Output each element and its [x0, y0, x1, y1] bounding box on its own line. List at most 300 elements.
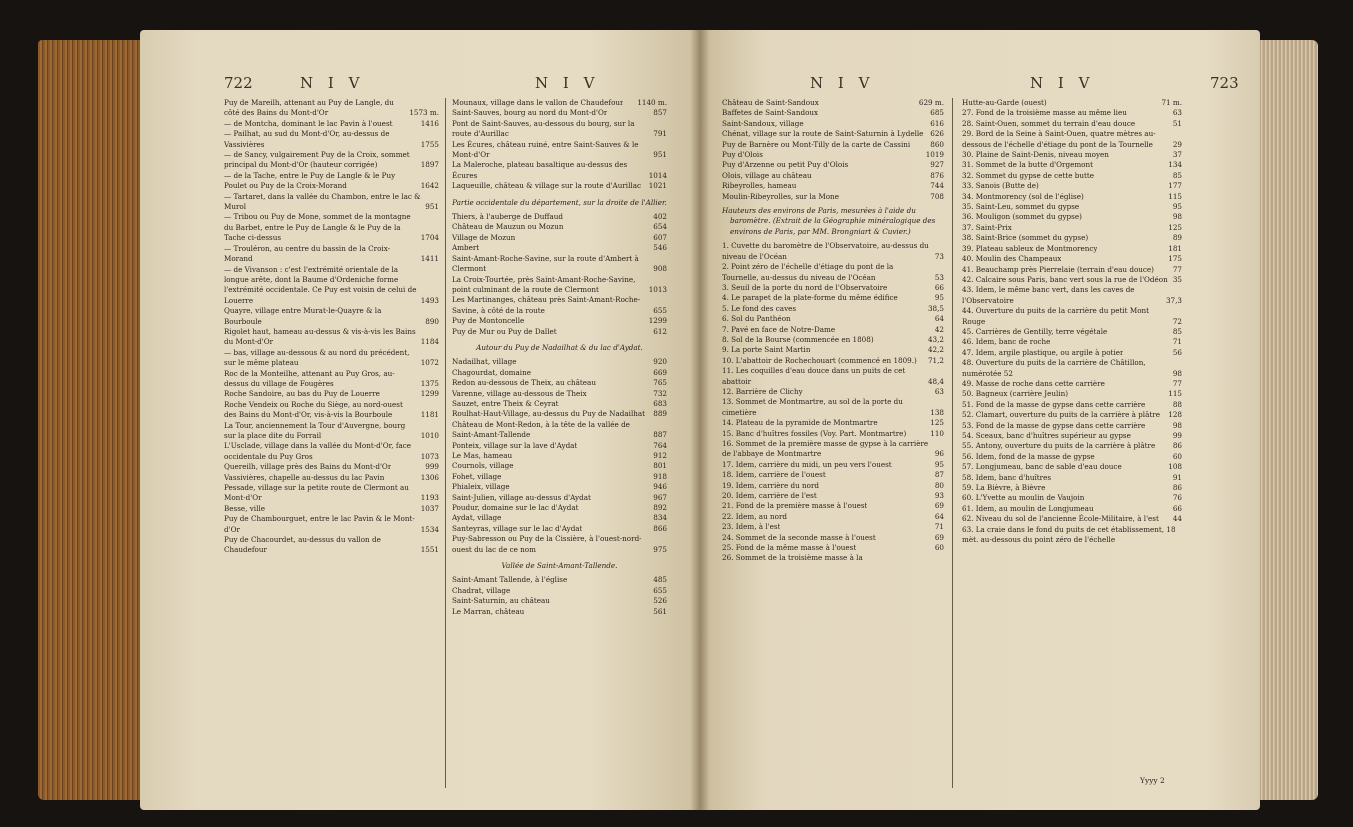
entry-value: 125	[930, 418, 944, 428]
entry-row	[452, 482, 667, 492]
entry-row	[722, 460, 944, 470]
entry-row	[722, 181, 944, 191]
entry-value: 967	[653, 492, 667, 502]
entry-label: Mounaux, village dans le vallon de Chaudefour	[452, 98, 624, 107]
entry-value: 95	[934, 459, 944, 469]
entry-label: Laqueuille, château & village sur la route d'Aurillac	[452, 181, 641, 191]
entry-row	[224, 212, 439, 243]
entry-label: Puy de Barnère ou Mont-Tilly de la carte de Cassini	[722, 139, 911, 149]
entry-label: 42. Calcaire sous Paris, banc vert sous la rue de l'Odéon	[962, 274, 1168, 284]
entry-value: 76	[1172, 493, 1182, 503]
entry-label: 12. Barrière de Clichy	[722, 386, 803, 396]
entry-row	[962, 254, 1182, 264]
entry-value: 876	[930, 170, 944, 180]
entry-row	[722, 192, 944, 202]
entry-label: 31. Sommet de la butte d'Orgemont	[962, 160, 1093, 170]
entry-row	[962, 275, 1182, 285]
entry-value: 951	[653, 150, 667, 160]
entry-row	[722, 283, 944, 293]
entry-row	[722, 491, 944, 501]
entry-value: 1411	[420, 254, 439, 264]
entry-value: 708	[930, 191, 944, 201]
entry-row	[452, 98, 667, 108]
entry-label: 4. Le parapet de la plate-forme du même édifice	[722, 293, 898, 303]
right-running-head-1: N I V	[810, 74, 875, 92]
entry-row	[722, 171, 944, 181]
entry-label: 62. Niveau du sol de l'ancienne École-Militaire, à l'est	[962, 514, 1159, 524]
entry-label: 21. Fond de la première masse à l'ouest	[722, 501, 868, 511]
entry-row	[452, 316, 667, 326]
entry-row	[722, 335, 944, 345]
entry-row	[722, 553, 944, 563]
entry-value: 1073	[420, 451, 439, 461]
entry-value: 95	[934, 293, 944, 303]
entry-label: Cournols, village	[452, 461, 514, 471]
entry-row	[722, 241, 944, 262]
entry-label: 54. Sceaux, banc d'huîtres supérieur au gypse	[962, 431, 1131, 440]
entry-label: Roulhat-Haut-Village, au-dessus du Puy de Nadailhat	[452, 409, 646, 419]
entry-row	[962, 431, 1182, 441]
entry-value: 56	[1172, 347, 1182, 357]
entry-value: 1897	[420, 160, 439, 170]
entry-row	[962, 337, 1182, 347]
entry-label: Château de Mauzun ou Mozun	[452, 222, 564, 232]
entry-label: 1. Cuvette du baromètre de l'Observatoire, au-dessus du niveau de l'Océan	[722, 241, 929, 261]
entry-row	[962, 421, 1182, 431]
entry-row	[224, 389, 439, 399]
entry-row	[224, 265, 439, 307]
entry-value: 53	[934, 272, 944, 282]
entry-value: 1072	[420, 358, 439, 368]
entry-row	[722, 522, 944, 532]
entry-value: 72	[1172, 316, 1182, 326]
entry-value: 791	[653, 129, 667, 139]
entry-label: Hutte-au-Garde (ouest)	[962, 98, 1047, 107]
entry-value: 96	[934, 449, 944, 459]
entry-row	[452, 575, 667, 585]
entry-value: 744	[930, 181, 944, 191]
entry-row	[962, 192, 1182, 202]
entry-value: 85	[1172, 170, 1182, 180]
entry-label: 33. Sanois (Butte de)	[962, 181, 1039, 191]
entry-row	[452, 368, 667, 378]
entry-value: 732	[653, 388, 667, 398]
entry-row	[452, 181, 667, 191]
entry-label: 17. Idem, carrière du midi, un peu vers l'ouest	[722, 459, 892, 469]
entry-row	[452, 534, 667, 555]
entry-row	[962, 441, 1182, 451]
entry-label: 37. Saint-Prix	[962, 222, 1012, 232]
entry-value: 86	[1172, 441, 1182, 451]
entry-value: 860	[930, 139, 944, 149]
section-heading: Vallée de Saint-Amant-Tallende.	[501, 561, 618, 571]
entry-label: Les Écures, château ruiné, entre Saint-Sauves & le Mont-d'Or	[452, 139, 639, 160]
entry-value: 138	[930, 407, 944, 417]
entry-label: 20. Idem, carrière de l'est	[722, 491, 817, 501]
left-column-2	[452, 98, 667, 617]
entry-label: 27. Fond de la troisième masse au même lieu	[962, 108, 1127, 118]
entry-label: 39. Plateau sableux de Montmorency	[962, 243, 1098, 253]
book-gutter	[690, 30, 710, 810]
entry-value: 71,2	[927, 355, 944, 365]
entry-value: 125	[1168, 222, 1182, 232]
entry-label: 61. Idem, au moulin de Longjumeau	[962, 503, 1094, 513]
entry-value: 927	[930, 160, 944, 170]
entry-value: 86	[1172, 483, 1182, 493]
entry-label: Puy de Mareilh, attenant au Puy de Langle, du côté des Bains du Mont-d'Or	[224, 98, 394, 118]
entry-value: 69	[934, 532, 944, 542]
entry-row	[962, 483, 1182, 493]
entry-row	[962, 129, 1182, 150]
entry-row	[722, 304, 944, 314]
entry-value: 1021	[648, 181, 667, 191]
entry-row	[224, 327, 439, 348]
entry-row	[962, 348, 1182, 358]
entry-value: 975	[653, 544, 667, 554]
entry-label: 41. Beauchamp près Pierrelaie (terrain d'eau douce)	[962, 264, 1154, 274]
entry-label: Chadrat, village	[452, 585, 511, 595]
entry-row	[962, 233, 1182, 243]
entry-label: Puy de Chambourguet, entre le lac Pavin & le Mont-d'Or	[224, 514, 415, 534]
entry-label: Olois, village au château	[722, 170, 812, 180]
entry-label: 32. Sommet du gypse de cette butte	[962, 170, 1095, 180]
entry-value: 35	[1172, 274, 1182, 284]
entry-label: Saint-Sandoux, village	[722, 118, 804, 128]
entry-label: 10. L'abattoir de Rochechouart (commencé en 1809.)	[722, 355, 917, 365]
entry-row	[962, 504, 1182, 514]
entry-label: 35. Saint-Leu, sommet du gypse	[962, 202, 1080, 212]
entry-value: 1010	[420, 431, 439, 440]
right-column-1	[722, 98, 944, 564]
entry-value: 890	[425, 316, 439, 326]
entry-row	[722, 429, 944, 439]
entry-value: 834	[653, 513, 667, 523]
entry-value: 669	[653, 367, 667, 377]
entry-value: 629 m.	[918, 98, 944, 107]
left-column-1	[224, 98, 439, 556]
entry-value: 801	[653, 461, 667, 471]
entry-row	[962, 410, 1182, 420]
entry-label: Puy d'Olois	[722, 150, 763, 160]
entry-label: Chénat, village sur la route de Saint-Saturnin à Lydelle	[722, 129, 924, 139]
entry-value: 95	[1172, 202, 1182, 212]
entry-row	[452, 119, 667, 140]
page-edges-left	[38, 40, 142, 800]
entry-value: 912	[653, 451, 667, 460]
entry-label: — de Vivanson : c'est l'extrémité orientale de la longue arête, dont la Baume d'Ordeniche forme l'extrémité occidentale. Ce Puy est voisin de celui de Louerre	[224, 264, 417, 305]
entry-value: 1704	[420, 233, 439, 243]
entry-row	[452, 212, 667, 222]
entry-value: 1573 m.	[409, 108, 439, 118]
entry-label: Nadailhat, village	[452, 357, 517, 367]
entry-value: 485	[653, 575, 667, 585]
entry-label: 46. Idem, banc de roche	[962, 337, 1051, 347]
entry-value: 29	[1172, 139, 1182, 149]
entry-row	[452, 493, 667, 503]
entry-label: Vassivières, chapelle au-dessus du lac Pavin	[224, 472, 385, 482]
entry-value: 91	[1172, 472, 1182, 482]
entry-value: 99	[1172, 431, 1182, 440]
entry-value: 37,3	[1165, 295, 1182, 305]
entry-label: 63. La craie dans le fond du puits de cet établissement, 18 mèt. au-dessous du point zéro de l'échelle	[962, 524, 1176, 545]
entry-label: 14. Plateau de la pyramide de Montmartre	[722, 418, 878, 428]
entry-label: 5. Le fond des caves	[722, 303, 797, 313]
entry-label: — Trouléron, au centre du bassin de la Croix-Morand	[224, 243, 391, 264]
entry-label: 26. Sommet de la troisième masse à la	[722, 553, 863, 563]
entry-value: 685	[930, 108, 944, 118]
entry-label: — Pailhat, au sud du Mont-d'Or, au-dessus de Vassivières	[224, 129, 390, 149]
entry-label: 59. La Bièvre, à Bièvre	[962, 483, 1046, 493]
entry-row	[962, 150, 1182, 160]
entry-label: 56. Idem, fond de la masse de gypse	[962, 451, 1095, 461]
section-heading: Partie occidentale du département, sur la droite de l'Allier.	[452, 197, 667, 207]
entry-value: 181	[1168, 243, 1182, 253]
entry-row	[962, 119, 1182, 129]
entry-row	[722, 397, 944, 418]
entry-value: 42	[934, 324, 944, 334]
entry-row	[224, 400, 439, 421]
entry-label: Saint-Julien, village au-dessus d'Aydat	[452, 492, 591, 502]
entry-label: 13. Sommet de Montmartre, au sol de la porte du cimetière	[722, 397, 903, 417]
entry-row	[722, 481, 944, 491]
entry-label: 40. Moulin des Champeaux	[962, 254, 1062, 264]
entry-row	[722, 345, 944, 355]
entry-row	[224, 150, 439, 171]
entry-label: Aydat, village	[452, 513, 502, 523]
entry-value: 98	[1172, 368, 1182, 378]
entry-value: 42,2	[927, 345, 944, 355]
entry-label: — Tribou ou Puy de Mone, sommet de la montagne du Barbet, entre le Puy de Langle & le Puy de la Tache ci-dessus	[224, 212, 411, 243]
entry-label: 30. Plaine de Saint-Denis, niveau moyen	[962, 150, 1109, 160]
entry-label: 8. Sol de la Bourse (commencée en 1808)	[722, 334, 874, 344]
entry-value: 88	[1172, 399, 1182, 409]
entry-row	[224, 192, 439, 213]
entry-row	[224, 98, 439, 119]
entry-value: 892	[653, 503, 667, 513]
entry-value: 908	[653, 264, 667, 274]
entry-row	[224, 483, 439, 504]
entry-row	[224, 369, 439, 390]
entry-row	[962, 462, 1182, 472]
entry-label: 36. Mouligon (sommet du gypse)	[962, 212, 1082, 222]
entry-value: 60	[934, 543, 944, 553]
entry-row	[452, 596, 667, 606]
entry-value: 1375	[420, 378, 439, 388]
entry-label: 49. Masse de roche dans cette carrière	[962, 378, 1105, 388]
entry-value: 946	[653, 482, 667, 492]
entry-value: 175	[1168, 254, 1182, 264]
entry-row	[962, 98, 1182, 108]
entry-value: 110	[930, 428, 944, 438]
entry-value: 85	[1172, 326, 1182, 336]
entry-row	[962, 514, 1182, 524]
entry-row	[452, 327, 667, 337]
entry-label: Ribeyrolles, hameau	[722, 181, 797, 191]
entry-row	[224, 129, 439, 150]
entry-row	[224, 421, 439, 442]
entry-row	[452, 295, 667, 316]
entry-row	[722, 501, 944, 511]
entry-label: 19. Idem, carrière du nord	[722, 480, 820, 490]
entry-row	[722, 543, 944, 553]
entry-row	[452, 399, 667, 409]
entry-value: 887	[653, 430, 667, 440]
entry-value: 77	[1172, 264, 1182, 274]
entry-row	[452, 586, 667, 596]
entry-row	[722, 140, 944, 150]
entry-row	[962, 358, 1182, 379]
entry-value: 920	[653, 357, 667, 367]
entry-value: 115	[1168, 389, 1182, 399]
entry-label: Moulin-Ribeyrolles, sur la Mone	[722, 191, 839, 201]
entry-row	[962, 181, 1182, 191]
entry-label: Château de Mont-Redon, à la tête de la vallée de Saint-Amant-Tallende	[452, 419, 630, 440]
page-edges-right	[1258, 40, 1318, 800]
entry-label: Baffetes de Saint-Sandoux	[722, 108, 819, 118]
entry-label: Varenne, village au-dessous de Theix	[452, 388, 587, 398]
entry-label: 52. Clamart, ouverture du puits de la carrière à plâtre	[962, 410, 1160, 420]
entry-label: 16. Sommet de la première masse de gypse à la carrière de l'abbaye de Montmartre	[722, 439, 929, 459]
entry-label: Roc de la Monteilhe, attenant au Puy Gros, au-dessus du village de Fougères	[224, 368, 395, 388]
entry-row	[452, 503, 667, 513]
right-page	[700, 30, 1260, 810]
entry-row	[452, 160, 667, 181]
entry-value: 1037	[420, 503, 439, 513]
entry-row	[962, 285, 1182, 306]
entry-row	[962, 473, 1182, 483]
entry-row	[452, 420, 667, 441]
entry-value: 1299	[420, 389, 439, 399]
left-page	[140, 30, 700, 810]
entry-row	[452, 233, 667, 243]
entry-label: 34. Montmorency (sol de l'église)	[962, 191, 1084, 201]
entry-label: 53. Fond de la masse de gypse dans cette carrière	[962, 420, 1146, 430]
entry-value: 108	[1168, 462, 1182, 472]
entry-value: 1416	[420, 118, 439, 128]
entry-label: 6. Sol du Panthéon	[722, 314, 791, 324]
entry-value: 546	[653, 243, 667, 253]
entry-row	[962, 108, 1182, 118]
entry-value: 64	[934, 511, 944, 521]
entry-row	[962, 212, 1182, 222]
entry-row	[722, 314, 944, 324]
entry-row	[452, 451, 667, 461]
entry-label: — bas, village au-dessous & au nord du précédent, sur le même plateau	[224, 347, 410, 368]
section-heading: Autour du Puy de Nadailhat & du lac d'Aydat.	[476, 342, 643, 352]
entry-label: 43. Idem, le même banc vert, dans les caves de l'Observatoire	[962, 285, 1135, 305]
right-running-head-2: N I V	[1030, 74, 1095, 92]
entry-row	[224, 441, 439, 462]
entry-value: 89	[1172, 233, 1182, 243]
entry-value: 918	[653, 471, 667, 481]
entry-value: 1642	[420, 181, 439, 191]
entry-value: 764	[653, 440, 667, 450]
entry-row	[722, 470, 944, 480]
entry-value: 402	[653, 212, 667, 222]
entry-row	[962, 306, 1182, 327]
entry-value: 63	[1172, 108, 1182, 118]
entry-label: Besse, ville	[224, 503, 265, 513]
entry-label: Puy d'Arzenne ou petit Puy d'Olois	[722, 160, 849, 170]
entry-value: 48,4	[927, 376, 944, 386]
entry-row	[722, 293, 944, 303]
entry-row	[452, 140, 667, 161]
entry-label: Fohet, village	[452, 471, 502, 481]
entry-row	[722, 366, 944, 387]
entry-label: 48. Ouverture du puits de la carrière de Châtillon, numérotée 52	[962, 358, 1146, 378]
entry-label: 60. L'Yvette au moulin de Vaujoin	[962, 493, 1085, 503]
entry-row	[962, 493, 1182, 503]
entry-row	[224, 535, 439, 556]
entry-row	[722, 418, 944, 428]
entry-value: 654	[653, 222, 667, 232]
entry-label: L'Usclade, village dans la vallée du Mont-d'Or, face occidentale du Puy Gros	[224, 441, 412, 461]
entry-row	[452, 441, 667, 451]
entry-label: 24. Sommet de la seconde masse à l'ouest	[722, 532, 876, 542]
entry-value: 98	[1172, 212, 1182, 222]
entry-label: 9. La porte Saint Martin	[722, 345, 811, 355]
entry-label: — de la Tache, entre le Puy de Langle & le Puy Poulet ou Puy de la Croix-Morand	[224, 170, 396, 191]
entry-row	[452, 409, 667, 419]
entry-value: 612	[653, 326, 667, 336]
entry-value: 889	[653, 409, 667, 419]
entry-label: — Tartaret, dans la vallée du Chambon, entre le lac & Murol	[224, 191, 421, 212]
entry-value: 1181	[420, 410, 439, 420]
entry-label: Village de Mozun	[452, 232, 516, 242]
entry-row	[962, 171, 1182, 181]
entry-row	[962, 160, 1182, 170]
entry-value: 66	[934, 282, 944, 292]
entry-label: 23. Idem, à l'est	[722, 522, 781, 532]
entry-row	[452, 275, 667, 296]
entry-label: 18. Idem, carrière de l'ouest	[722, 470, 826, 480]
entry-value: 1184	[420, 337, 439, 347]
entry-label: Saint-Amant Tallende, à l'église	[452, 575, 568, 585]
entry-label: 47. Idem, argile plastique, ou argile à potier	[962, 347, 1124, 357]
entry-row	[452, 513, 667, 523]
entry-value: 128	[1168, 410, 1182, 420]
entry-value: 999	[425, 462, 439, 472]
entry-label: Ambert	[452, 243, 480, 253]
entry-row	[962, 525, 1182, 546]
entry-label: 55. Antony, ouverture du puits de la carrière à plâtre	[962, 441, 1156, 451]
entry-label: 7. Pavé en face de Notre-Dame	[722, 324, 836, 334]
entry-label: 11. Les coquilles d'eau douce dans un puits de cet abattoir	[722, 366, 906, 386]
entry-label: Les Martinanges, château près Saint-Amant-Roche-Savine, à côté de la route	[452, 295, 641, 315]
entry-value: 1551	[420, 545, 439, 555]
entry-value: 1493	[420, 295, 439, 305]
entry-value: 1019	[925, 150, 944, 160]
entry-label: Ponteix, village sur la lave d'Aydat	[452, 440, 578, 450]
entry-label: Quayre, village entre Murat-le-Quayre & la Bourboule	[224, 306, 382, 326]
entry-value: 857	[653, 108, 667, 118]
entry-label: La Croix-Tourtée, près Saint-Amant-Roche-Savine, point culminant de la route de Clermont	[452, 274, 636, 294]
entry-label: Saint-Sauves, bourg au nord du Mont-d'Or	[452, 108, 608, 118]
entry-row	[962, 379, 1182, 389]
entry-row	[224, 306, 439, 327]
entry-value: 1014	[648, 170, 667, 180]
entry-label: Poudur, domaine sur le lac d'Aydat	[452, 503, 579, 513]
entry-label: La Maleroche, plateau basaltique au-dessus des Écures	[452, 160, 628, 180]
entry-row	[224, 514, 439, 535]
right-column-2	[962, 98, 1182, 545]
entry-value: 43,2	[927, 334, 944, 344]
entry-label: 44. Ouverture du puits de la carrière du petit Mont Rouge	[962, 306, 1150, 326]
entry-value: 561	[653, 606, 667, 616]
entry-value: 51	[1172, 118, 1182, 128]
entry-row	[452, 389, 667, 399]
entry-label: — de Montcha, dominant le lac Pavin à l'ouest	[224, 118, 393, 128]
